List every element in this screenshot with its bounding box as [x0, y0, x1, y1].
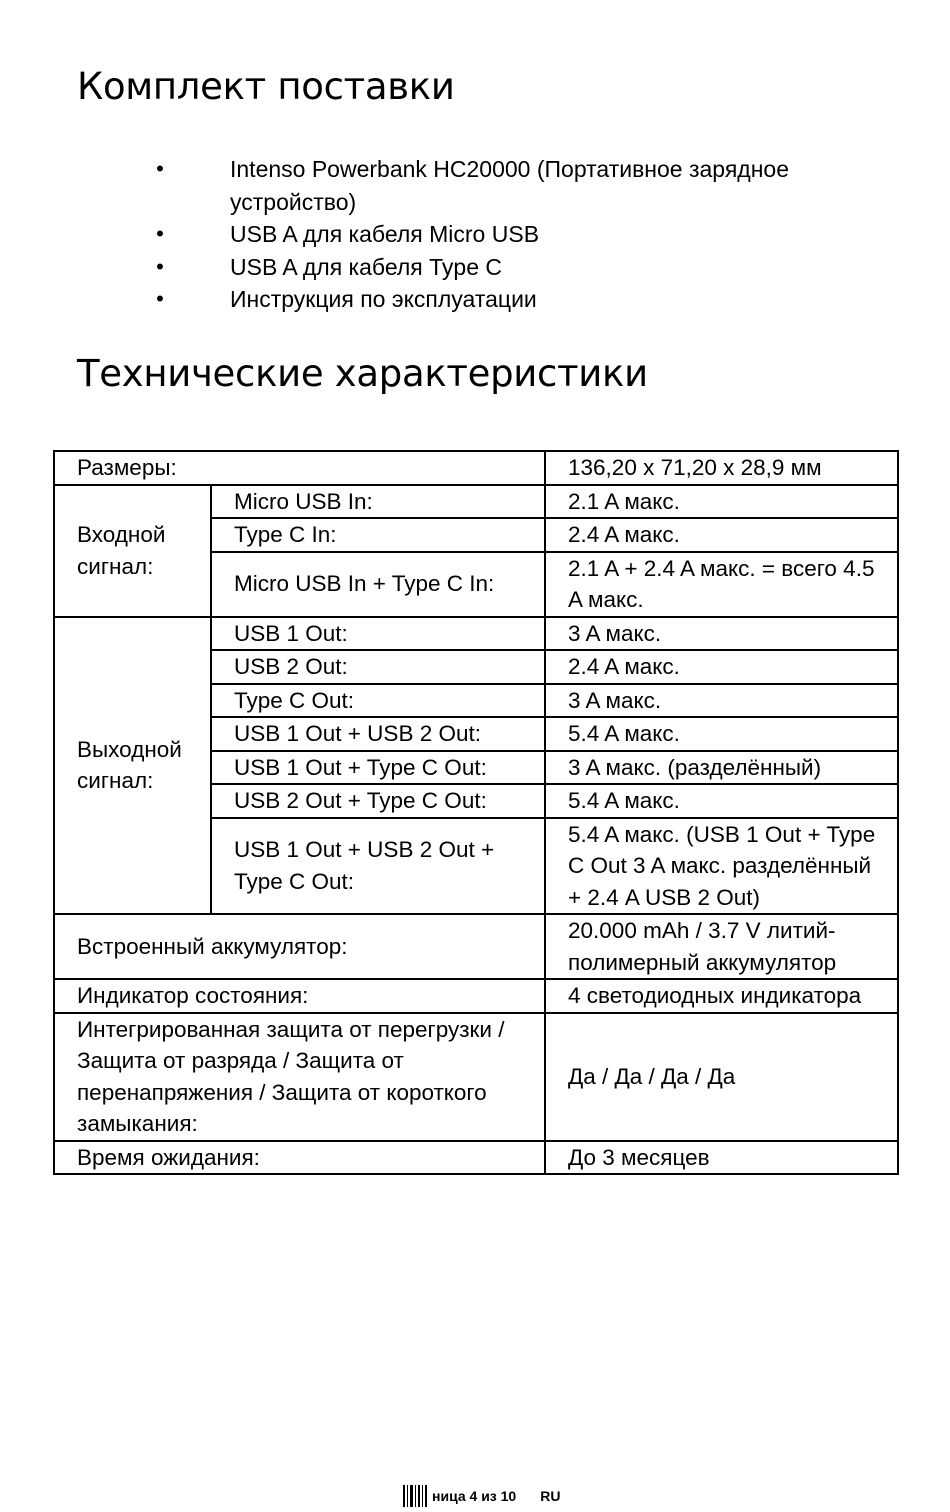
output-row-value: 5.4 A макс. — [545, 784, 898, 818]
kit-item-text: USB A для кабеля Type C — [230, 253, 502, 280]
output-row-value: 3 A макс. — [545, 684, 898, 718]
output-row-value: 5.4 A макс. (USB 1 Out + Type C Out 3 A макс. разделённый + 2.4 A USB 2 Out) — [545, 818, 898, 915]
output-row-label: USB 1 Out + USB 2 Out: — [211, 717, 545, 751]
battery-label: Встроенный аккумулятор: — [54, 914, 545, 979]
bullet-icon: • — [156, 253, 164, 279]
list-item — [150, 218, 850, 251]
input-row-label: Micro USB In: — [211, 485, 545, 519]
kit-item-text: USB A для кабеля Micro USB — [230, 221, 540, 247]
standby-label: Время ожидания: — [54, 1141, 545, 1175]
list-item — [150, 283, 850, 316]
output-group-label: Выходной сигнал: — [54, 617, 211, 915]
table-row — [54, 914, 898, 979]
standby-value: До 3 месяцев — [545, 1141, 898, 1175]
language-code: RU — [540, 1488, 561, 1504]
protection-value: Да / Да / Да / Да — [545, 1013, 898, 1141]
output-row-label: Type C Out: — [211, 684, 545, 718]
kit-title: Комплект поставки — [77, 65, 455, 108]
battery-value: 20.000 mAh / 3.7 V литий-полимерный аккумулятор — [545, 914, 898, 979]
output-row-label: USB 1 Out: — [211, 617, 545, 651]
kit-list — [150, 153, 850, 316]
output-row-label: USB 2 Out: — [211, 650, 545, 684]
table-row — [54, 979, 898, 1013]
table-row — [54, 1013, 898, 1141]
specs-title: Технические характеристики — [77, 352, 648, 395]
status-indicator-label: Индикатор состояния: — [54, 979, 545, 1013]
bullet-icon: • — [156, 221, 164, 246]
output-row-label: USB 2 Out + Type C Out: — [211, 784, 545, 818]
output-row-value: 5.4 A макс. — [545, 717, 898, 751]
dimensions-label: Размеры: — [54, 451, 545, 485]
output-row-value: 3 A макс. — [545, 617, 898, 651]
page-footer — [402, 1483, 560, 1509]
status-indicator-value: 4 светодиодных индикатора — [545, 979, 898, 1013]
table-row — [54, 485, 898, 519]
specs-table — [53, 450, 899, 1175]
input-row-value: 2.1 A макс. — [545, 485, 898, 519]
protection-label: Интегрированная защита от перегрузки / Защита от разряда / Защита от перенапряжения / Защита от короткого замыкания: — [54, 1013, 545, 1141]
bullet-icon: • — [156, 286, 164, 311]
input-row-value: 2.4 A макс. — [545, 518, 898, 552]
list-item — [150, 153, 850, 218]
input-group-label: Входной сигнал: — [54, 485, 211, 617]
table-row — [54, 451, 898, 485]
input-row-value: 2.1 A + 2.4 A макс. = всего 4.5 A макс. — [545, 552, 898, 617]
list-item — [150, 251, 850, 284]
output-row-label: USB 1 Out + Type C Out: — [211, 751, 545, 785]
table-row — [54, 617, 898, 651]
kit-item-text: Инструкция по эксплуатации — [230, 286, 537, 312]
barcode-icon — [402, 1483, 428, 1509]
input-row-label: Micro USB In + Type C In: — [211, 552, 545, 617]
output-row-value: 3 A макс. (разделённый) — [545, 751, 898, 785]
kit-item-text: Intenso Powerbank HC20000 (Портативное зарядное устройство) — [230, 156, 789, 215]
bullet-icon: • — [156, 156, 164, 181]
output-row-value: 2.4 A макс. — [545, 650, 898, 684]
dimensions-value: 136,20 x 71,20 x 28,9 мм — [545, 451, 898, 485]
table-row — [54, 1141, 898, 1175]
input-row-label: Type C In: — [211, 518, 545, 552]
page-number: ница 4 из 10 — [432, 1488, 517, 1504]
output-row-label: USB 1 Out + USB 2 Out + Type C Out: — [211, 818, 545, 915]
